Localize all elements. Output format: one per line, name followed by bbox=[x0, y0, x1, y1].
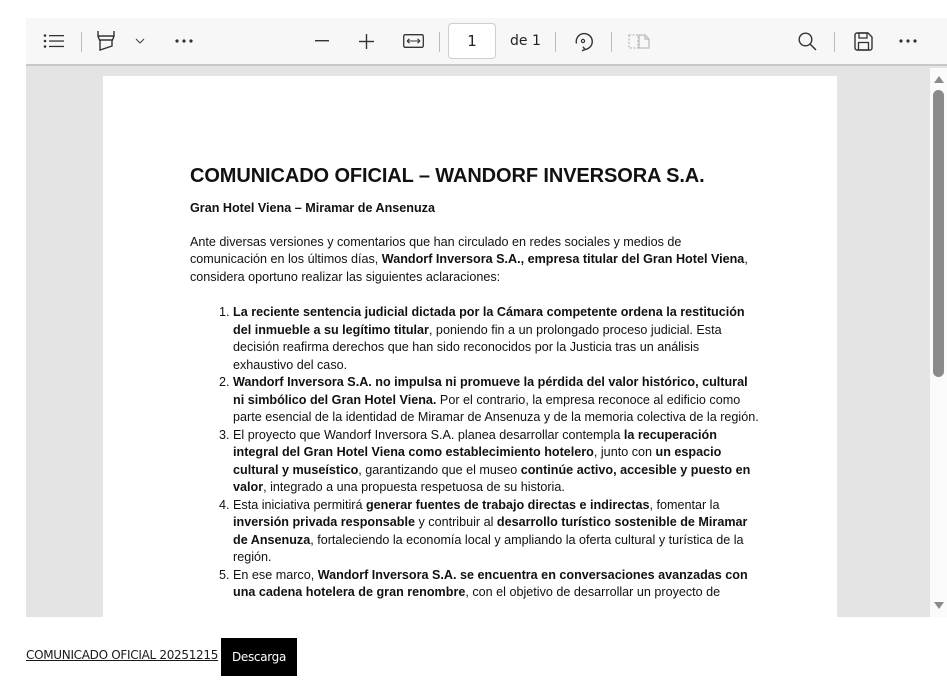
bold-text-run: la recuperación integral del Gran Hotel Viena como establecimiento hotelero bbox=[233, 427, 717, 459]
bold-text-run: Wandorf Inversora S.A. no impulsa ni promueve la pérdida del valor histórico, cultural ni simbólico del Gran Hotel Viena. bbox=[233, 375, 748, 407]
more-tools-button[interactable] bbox=[171, 18, 197, 64]
list-item bbox=[233, 427, 760, 497]
list-item bbox=[233, 374, 760, 427]
text-run: , con el objetivo de desarrollar un proyecto de bbox=[465, 585, 721, 599]
search-icon bbox=[798, 32, 817, 51]
bold-text-run: inversión privada responsable bbox=[233, 515, 415, 529]
page-number-input[interactable] bbox=[448, 23, 496, 59]
toolbar-divider bbox=[834, 32, 835, 52]
bold-text-run: desarrollo turístico sostenible de Miramar de Ansenuza bbox=[233, 515, 748, 547]
document-file-link[interactable]: COMUNICADO OFICIAL 20251215 bbox=[26, 648, 219, 662]
toolbar-divider bbox=[81, 32, 82, 52]
highlight-dropdown-button[interactable] bbox=[132, 18, 148, 64]
document-title: COMUNICADO OFICIAL – WANDORF INVERSORA S.A. bbox=[190, 165, 705, 187]
bold-text-run: Wandorf Inversora S.A. se encuentra en conversaciones avanzadas con una cadena hotelera de gran renombre bbox=[233, 567, 748, 599]
rotate-icon bbox=[572, 30, 594, 52]
text-run: Esta iniciativa permitirá bbox=[233, 497, 366, 512]
save-icon bbox=[854, 32, 873, 51]
text-run: , poniendo fin a un prolongado proceso judicial. Esta decisión reafirma derechos que han sido reconocidos por la Justicia tras un análisis exhaustivo del caso. bbox=[233, 322, 722, 372]
fit-width-icon bbox=[403, 34, 424, 48]
more-options-button[interactable] bbox=[895, 18, 921, 64]
text-run: El proyecto que Wandorf Inversora S.A. planea desarrollar contempla bbox=[233, 427, 624, 442]
toolbar-divider bbox=[439, 32, 440, 52]
scroll-down-arrow-icon[interactable] bbox=[934, 602, 944, 609]
two-page-view-icon bbox=[628, 34, 650, 49]
pdf-toolbar bbox=[26, 18, 947, 66]
scrollbar-thumb[interactable] bbox=[933, 90, 944, 377]
text-run: Por el contrario, la empresa reconoce al edificio como parte esencial de la identidad de Miramar de Ansenuza y de la memoria colectiva de la región. bbox=[233, 392, 759, 424]
vertical-scrollbar[interactable] bbox=[930, 68, 947, 617]
page-count-label: de 1 bbox=[510, 33, 541, 49]
rotate-button[interactable] bbox=[570, 18, 596, 64]
text-run: , fortaleciendo la economía local y ampliando la oferta cultural y turística de la región. bbox=[233, 532, 744, 564]
text-run: , considera oportuno realizar las siguientes aclaraciones: bbox=[190, 252, 748, 284]
more-horizontal-icon bbox=[899, 39, 917, 43]
pdf-viewer bbox=[26, 18, 947, 617]
search-button[interactable] bbox=[794, 18, 820, 64]
two-page-view-button[interactable] bbox=[626, 18, 652, 64]
pdf-page bbox=[103, 76, 837, 617]
save-button[interactable] bbox=[850, 18, 876, 64]
bold-text-run: Wandorf Inversora S.A., empresa titular del Gran Hotel Viena bbox=[381, 252, 745, 266]
text-run: Ante diversas versiones y comentarios que han circulado en redes sociales y medios de comunicación en los últimos días, bbox=[190, 234, 682, 266]
text-run: , junto con bbox=[593, 445, 656, 459]
clarifications-list bbox=[190, 304, 760, 602]
toolbar-divider bbox=[611, 32, 612, 52]
zoom-out-button[interactable] bbox=[310, 18, 334, 64]
zoom-in-button[interactable] bbox=[354, 18, 378, 64]
highlighter-icon bbox=[96, 30, 116, 52]
text-run: , garantizando que el museo bbox=[358, 462, 521, 477]
bold-text-run: continúe activo, accesible y puesto en valor bbox=[233, 462, 751, 494]
bold-text-run: La reciente sentencia judicial dictada por la Cámara competente ordena la restitución del inmueble a su legítimo titular bbox=[233, 305, 745, 337]
bold-text-run: un espacio cultural y museístico bbox=[233, 445, 722, 477]
list-item bbox=[233, 497, 760, 567]
minus-icon bbox=[315, 40, 329, 42]
chevron-down-icon bbox=[135, 38, 145, 44]
text-run: , fomentar la bbox=[649, 497, 720, 512]
fit-to-width-button[interactable] bbox=[400, 18, 426, 64]
intro-paragraph bbox=[190, 234, 760, 287]
document-subtitle: Gran Hotel Viena – Miramar de Ansenuza bbox=[190, 201, 435, 215]
text-run: y contribuir al bbox=[414, 515, 497, 529]
bold-text-run: generar fuentes de trabajo directas e indirectas bbox=[365, 497, 650, 512]
toolbar-divider bbox=[555, 32, 556, 52]
plus-icon bbox=[359, 34, 374, 49]
scroll-up-arrow-icon[interactable] bbox=[934, 76, 944, 83]
download-button[interactable]: Descarga bbox=[221, 638, 297, 676]
highlight-button[interactable] bbox=[94, 18, 118, 64]
text-run: , integrado a una propuesta respetuosa de su historia. bbox=[263, 480, 565, 494]
table-of-contents-button[interactable] bbox=[40, 18, 68, 64]
table-of-contents-icon bbox=[43, 33, 65, 49]
more-horizontal-icon bbox=[175, 39, 193, 43]
list-item bbox=[233, 304, 760, 374]
list-item bbox=[233, 567, 760, 602]
document-content bbox=[190, 164, 760, 602]
text-run: En ese marco, bbox=[233, 567, 318, 582]
